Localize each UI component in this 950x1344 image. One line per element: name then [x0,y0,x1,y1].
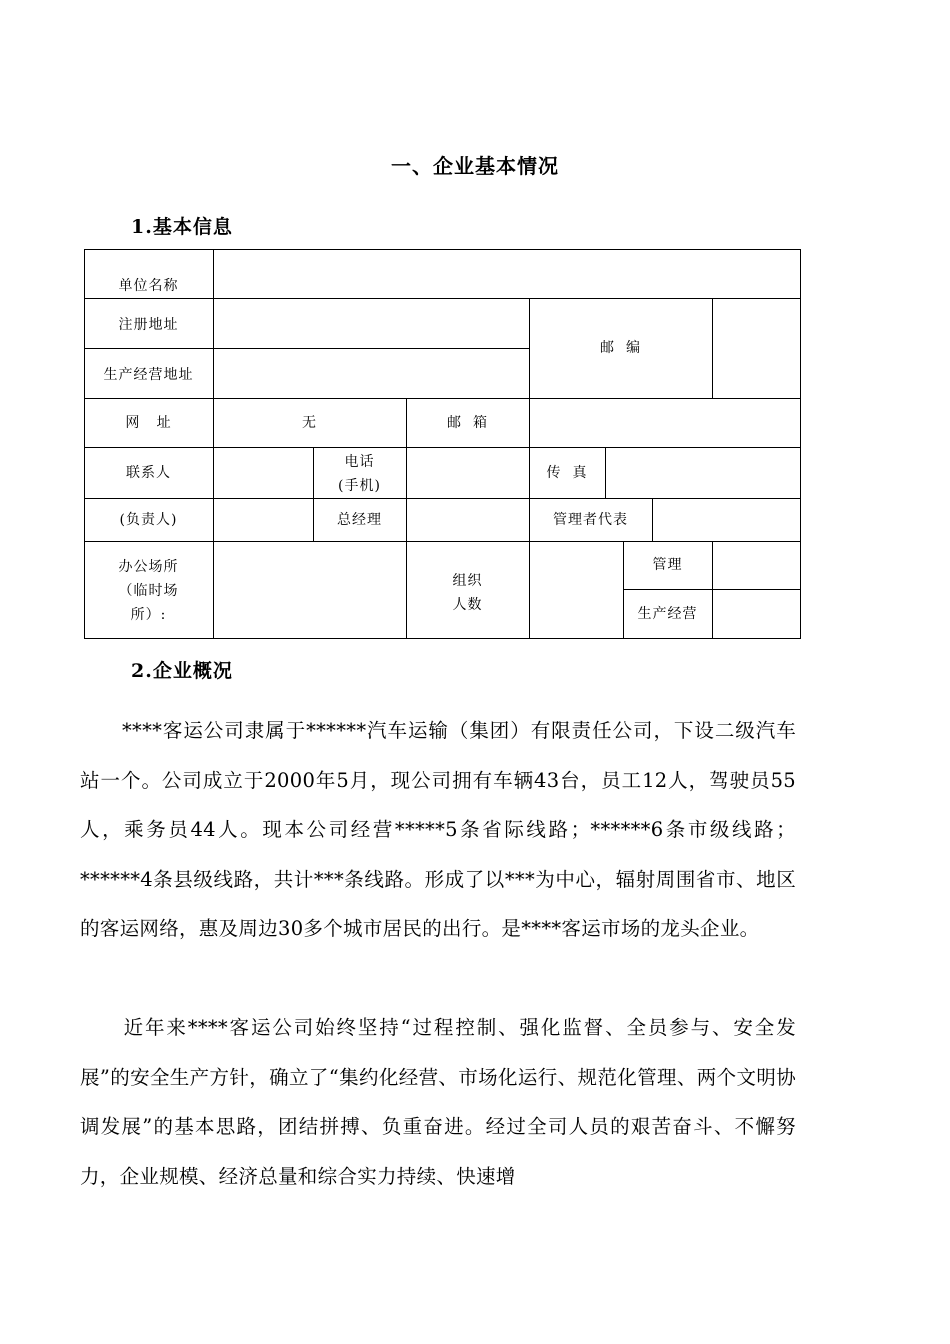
label-office-line2: （临时场 [118,583,179,599]
label-postcode: 邮 编 [600,340,641,356]
label-registered-address: 注册地址 [118,317,179,333]
section-heading-overview: 2.企业概况 [131,660,233,682]
label-fax: 传 真 [546,464,588,481]
grid-line [529,398,530,447]
label-phone [313,449,406,498]
paragraph-text: ****客运公司隶属于******汽车运输（集团）有限责任公司，下设二级汽车站一个。公司成立于2000年5月，现公司拥有车辆43台，员工12人，驾驶员55人，乘务员44人。现本公司经营*****5条省际线路；******6条市级线路；******4条县级线路，共计***条线路。形成了以***为中心，辐射周围省市、地区的客运网络，惠及周边30多个城市居民的出行。是****客运市场的龙头企业。 [80,719,796,940]
paragraph-text: 近年来****客运公司始终坚持“过程控制、强化监督、全员参与、安全发展”的安全生产方针，确立了“集约化经营、市场化运行、规范化管理、两个文明协调发展”的基本思路，团结拼搏、负重奋进。经过全司人员的艰苦奋斗、不懈努力，企业规模、经济总量和综合实力持续、快速增 [80,1016,796,1188]
label-general-manager: 总经理 [337,511,382,528]
grid-line [712,298,713,398]
label-production-address: 生产经营地址 [103,367,194,383]
overview-paragraph-1 [80,706,796,954]
label-phone-line1: 电话 [344,453,375,470]
label-org-line1: 组织 [452,573,483,589]
label-management: 管理 [652,557,683,573]
label-office-location [84,553,213,629]
label-org-line2: 人数 [452,597,483,613]
label-management-representative: 管理者代表 [553,511,628,528]
label-website: 网 址 [125,414,172,431]
grid-line [605,447,606,498]
label-phone-line2: (手机) [338,477,381,494]
grid-line [712,541,713,639]
label-production: 生产经营 [637,606,698,622]
label-email: 邮 箱 [447,414,488,431]
label-responsible: (负责人) [119,511,178,528]
label-contact: 联系人 [126,464,171,481]
grid-line [406,447,407,541]
section-heading-basic-info: 1.基本信息 [131,216,233,238]
label-organization-headcount [406,568,529,618]
website-value: 无 [302,414,317,431]
overview-paragraph-2 [80,1003,796,1201]
grid-line [652,498,653,541]
grid-line [529,541,530,639]
grid-line [84,348,530,349]
label-unit-name: 单位名称 [118,278,179,294]
page-title: 一、企业基本情况 [391,154,559,178]
label-office-line3: 所）: [130,607,167,623]
label-office-line1: 办公场所 [118,559,179,575]
